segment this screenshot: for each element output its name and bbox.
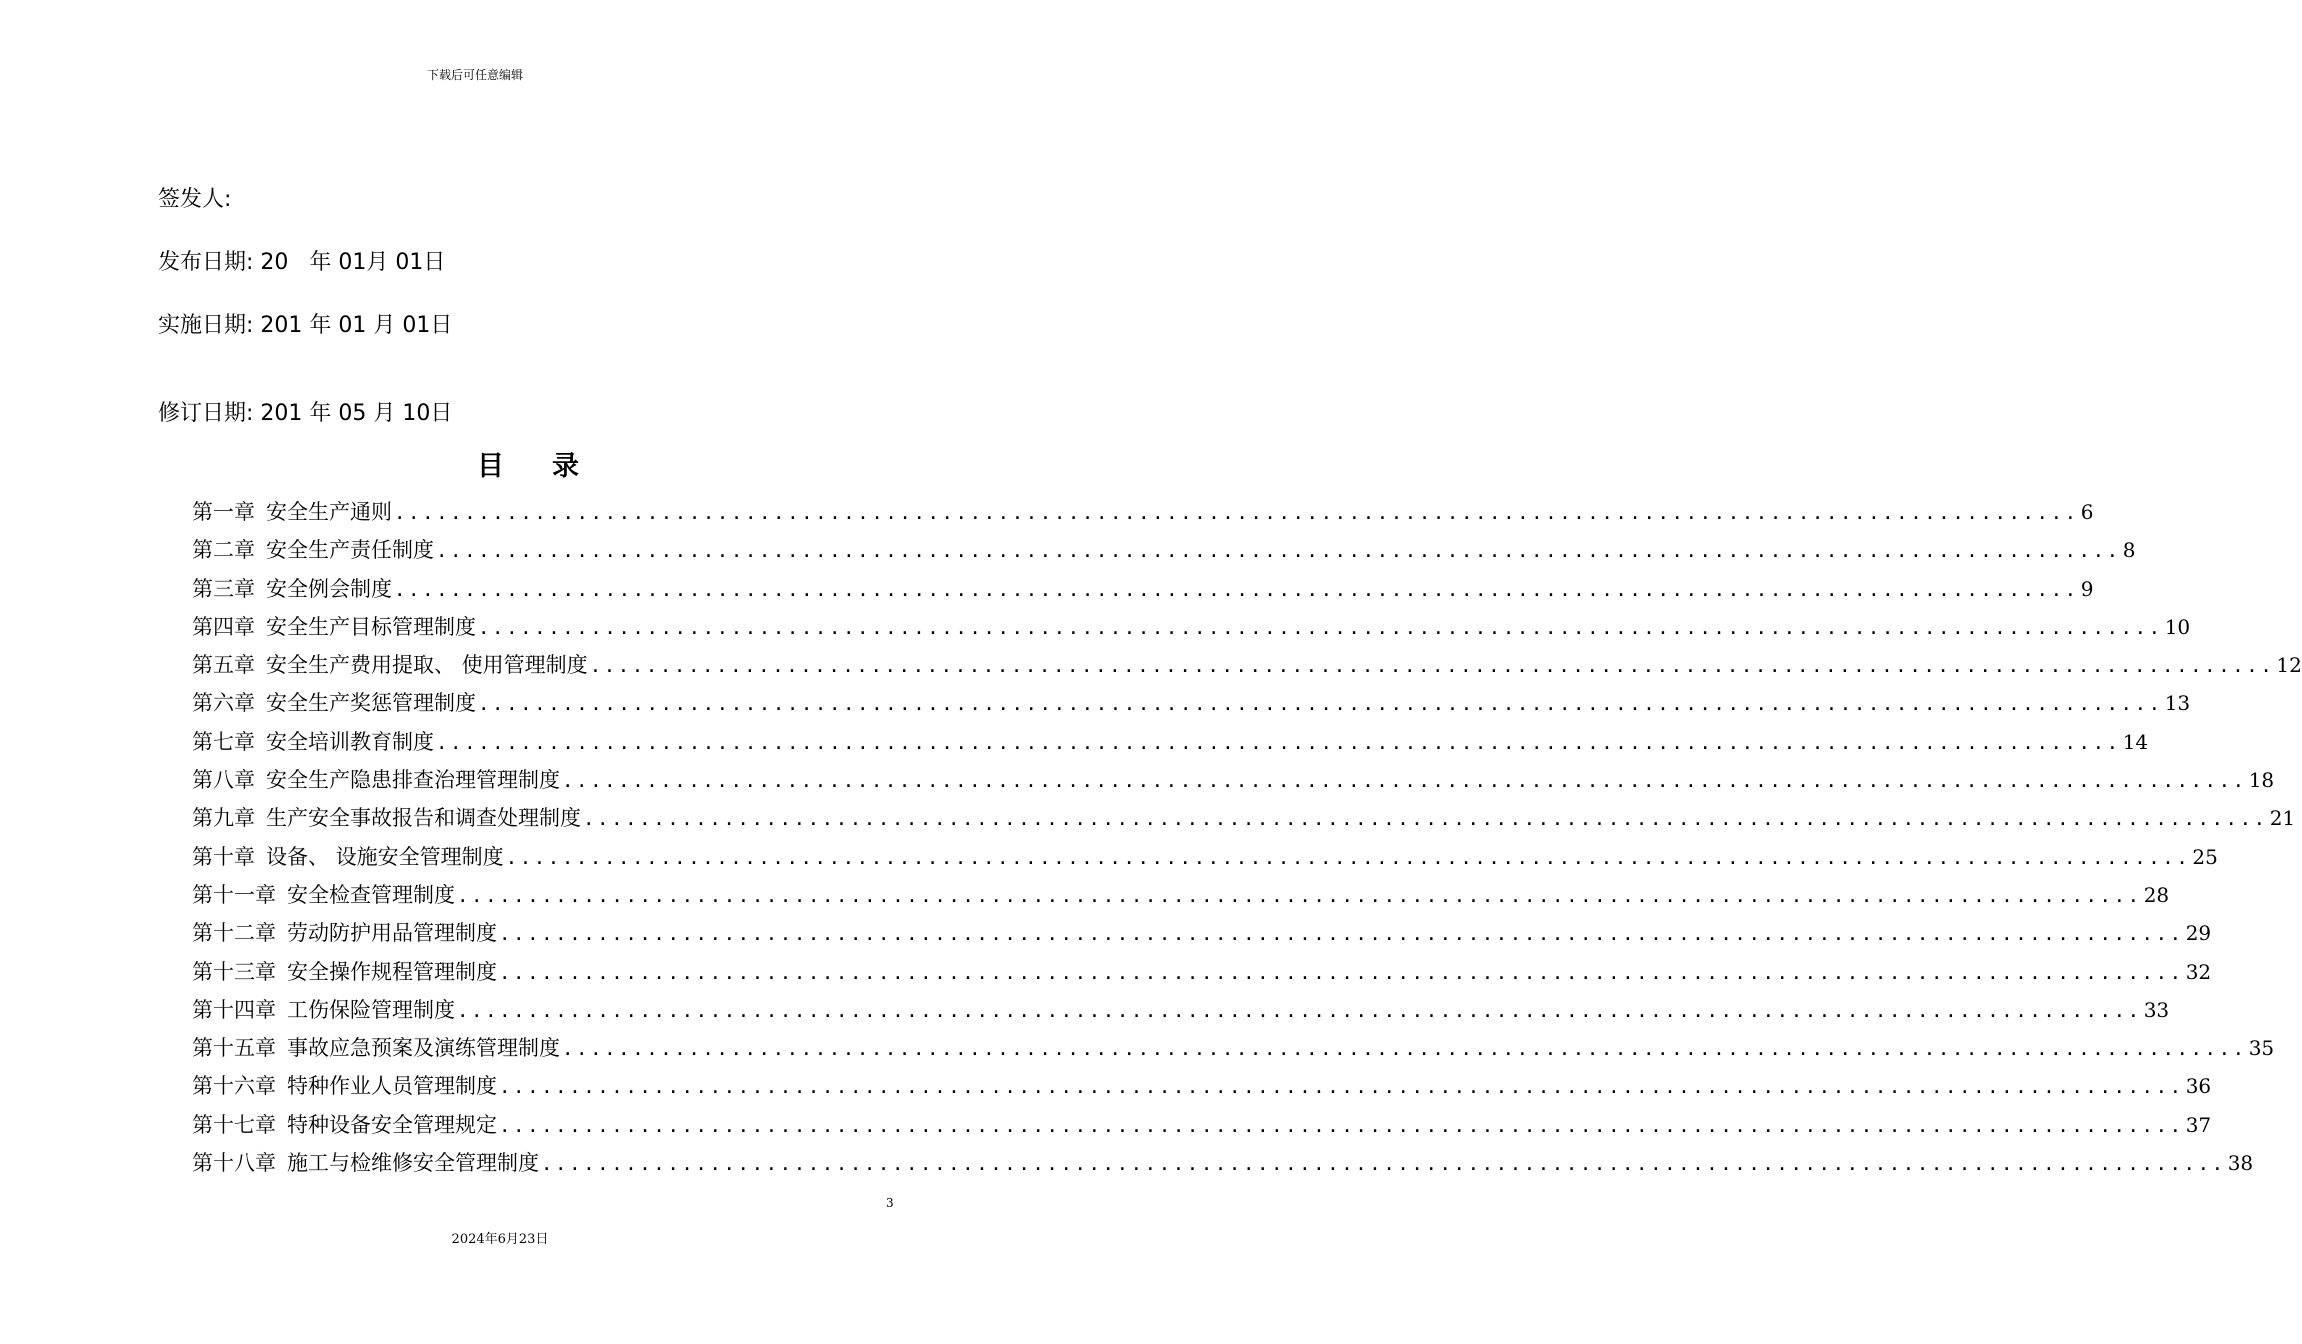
toc-entry-title: 特种设备安全管理规定 — [287, 1112, 497, 1137]
toc-entry-title: 安全例会制度 — [266, 576, 392, 601]
toc-entry[interactable] — [192, 841, 2218, 879]
toc-entry-leader-dots: ........................................................................................................................ — [505, 846, 2191, 869]
toc-entry-title: 安全生产隐患排查治理管理制度 — [266, 768, 560, 793]
toc-entry[interactable] — [192, 649, 2302, 687]
toc-entry-title: 安全生产奖惩管理制度 — [266, 691, 476, 716]
toc-entry-page: 25 — [2192, 844, 2218, 869]
toc-entry-title: 施工与检维修安全管理制度 — [287, 1151, 539, 1176]
toc-entry-title: 劳动防护用品管理制度 — [287, 921, 497, 946]
toc-entry-page: 8 — [2122, 538, 2136, 563]
toc-entry-leader-dots: ........................................................................................................................ — [394, 502, 2079, 524]
toc-entry-chapter: 第十一章 — [192, 882, 276, 907]
toc-entry-leader-dots: ........................................................................................................................ — [478, 693, 2163, 716]
toc-entry-leader-dots: ........................................................................................................................ — [436, 540, 2121, 563]
issue-date-line: 发布日期: 20 年 01月 01日 — [158, 250, 446, 275]
toc-entry-chapter: 第六章 — [192, 691, 255, 716]
toc-entry-leader-dots: ........................................................................................................................ — [499, 923, 2184, 946]
toc-entry-leader-dots: ........................................................................................................................ — [457, 999, 2142, 1022]
toc-entry-leader-dots: ........................................................................................................................ — [436, 731, 2121, 754]
toc-entry[interactable] — [192, 1032, 2275, 1070]
toc-entry-title: 工伤保险管理制度 — [287, 997, 455, 1022]
toc-entry-page: 21 — [2269, 806, 2296, 831]
toc-entry-page: 37 — [2185, 1112, 2212, 1137]
toc-entry-page: 38 — [2227, 1151, 2254, 1176]
toc-entry[interactable] — [192, 1070, 2212, 1108]
toc-entry-chapter: 第十六章 — [192, 1074, 276, 1099]
toc-entry[interactable] — [192, 879, 2170, 917]
toc-entry-chapter: 第八章 — [192, 768, 255, 793]
revision-date-line: 修订日期: 201 年 05 月 10日 — [158, 401, 453, 426]
toc-entry-title: 安全生产通则 — [266, 500, 392, 524]
toc-entry[interactable] — [192, 1109, 2212, 1147]
toc-entry[interactable] — [192, 956, 2212, 994]
toc-entry[interactable] — [192, 994, 2170, 1032]
toc-entry[interactable] — [192, 1147, 2254, 1185]
table-of-contents — [192, 496, 2302, 1185]
toc-entry-chapter: 第十五章 — [192, 1036, 276, 1061]
toc-entry[interactable] — [192, 611, 2191, 649]
toc-entry-title: 生产安全事故报告和调查处理制度 — [266, 806, 581, 831]
toc-entry[interactable] — [192, 764, 2275, 802]
toc-entry-title: 设备、 设施安全管理制度 — [266, 844, 504, 869]
toc-entry-page: 18 — [2248, 768, 2275, 793]
toc-entry-title: 安全生产费用提取、 使用管理制度 — [266, 653, 588, 678]
toc-entry-chapter: 第一章 — [192, 500, 255, 524]
toc-entry[interactable] — [192, 534, 2136, 572]
effective-date-line: 实施日期: 201 年 01 月 01日 — [158, 313, 453, 338]
toc-entry-chapter: 第十八章 — [192, 1151, 276, 1176]
toc-entry-title: 安全生产目标管理制度 — [266, 614, 476, 639]
toc-entry[interactable] — [192, 726, 2149, 764]
toc-entry-leader-dots: ........................................................................................................................ — [394, 578, 2079, 601]
footer-date: 2024年6月23日 — [451, 1232, 549, 1247]
toc-entry-leader-dots: ........................................................................................................................ — [478, 616, 2163, 639]
toc-entry-chapter: 第四章 — [192, 614, 255, 639]
toc-entry-page: 9 — [2080, 576, 2094, 601]
page-number: 3 — [886, 1196, 894, 1210]
toc-entry-title: 事故应急预案及演练管理制度 — [287, 1036, 560, 1061]
header-note: 下载后可任意编辑 — [426, 68, 523, 82]
toc-entry-chapter: 第九章 — [192, 806, 255, 831]
toc-entry-page: 29 — [2185, 921, 2212, 946]
toc-entry-page: 35 — [2248, 1036, 2275, 1061]
toc-entry-title: 安全培训教育制度 — [266, 729, 434, 754]
toc-entry-chapter: 第十二章 — [192, 921, 276, 946]
signer-line: 签发人: — [158, 187, 232, 212]
toc-entry-chapter: 第十三章 — [192, 959, 276, 984]
toc-title-char-2: 录 — [552, 451, 579, 482]
toc-entry[interactable] — [192, 687, 2191, 725]
toc-entry-page: 10 — [2164, 614, 2191, 639]
toc-entry-leader-dots: ........................................................................................................................ — [499, 1076, 2184, 1099]
toc-entry-leader-dots: ........................................................................................................................ — [499, 961, 2184, 984]
toc-entry-chapter: 第十七章 — [192, 1112, 276, 1137]
toc-entry-leader-dots: ........................................................................................................................ — [457, 884, 2142, 907]
toc-entry-page: 6 — [2080, 500, 2094, 524]
toc-entry-leader-dots: ........................................................................................................................ — [589, 655, 2275, 678]
toc-entry[interactable] — [192, 917, 2212, 955]
toc-entry-leader-dots: ........................................................................................................................ — [541, 1153, 2226, 1176]
toc-entry-title: 安全操作规程管理制度 — [287, 959, 497, 984]
toc-entry-chapter: 第七章 — [192, 729, 255, 754]
toc-entry-page: 32 — [2185, 959, 2212, 984]
toc-entry-title: 特种作业人员管理制度 — [287, 1074, 497, 1099]
toc-entry-leader-dots: ........................................................................................................................ — [499, 1114, 2184, 1137]
toc-entry-page: 14 — [2122, 729, 2149, 754]
toc-entry-title: 安全检查管理制度 — [287, 882, 455, 907]
toc-entry-page: 33 — [2143, 997, 2170, 1022]
toc-entry-chapter: 第三章 — [192, 576, 255, 601]
toc-entry-chapter: 第二章 — [192, 538, 255, 563]
toc-title — [0, 444, 1056, 483]
toc-entry-leader-dots: ........................................................................................................................ — [562, 770, 2247, 793]
toc-entry-chapter: 第十章 — [192, 844, 255, 869]
toc-entry-leader-dots: ........................................................................................................................ — [583, 808, 2268, 831]
toc-entry-chapter: 第十四章 — [192, 997, 276, 1022]
toc-entry-title: 安全生产责任制度 — [266, 538, 434, 563]
toc-entry[interactable] — [192, 573, 2094, 611]
toc-entry-page: 12 — [2276, 653, 2302, 678]
toc-entry[interactable] — [192, 496, 2094, 534]
toc-entry-leader-dots: ........................................................................................................................ — [562, 1038, 2247, 1061]
toc-entry-page: 36 — [2185, 1074, 2212, 1099]
toc-entry-page: 13 — [2164, 691, 2191, 716]
toc-entry[interactable] — [192, 802, 2296, 840]
toc-entry-page: 28 — [2143, 882, 2170, 907]
toc-entry-chapter: 第五章 — [192, 653, 255, 678]
toc-title-char-1: 目 — [477, 451, 504, 482]
